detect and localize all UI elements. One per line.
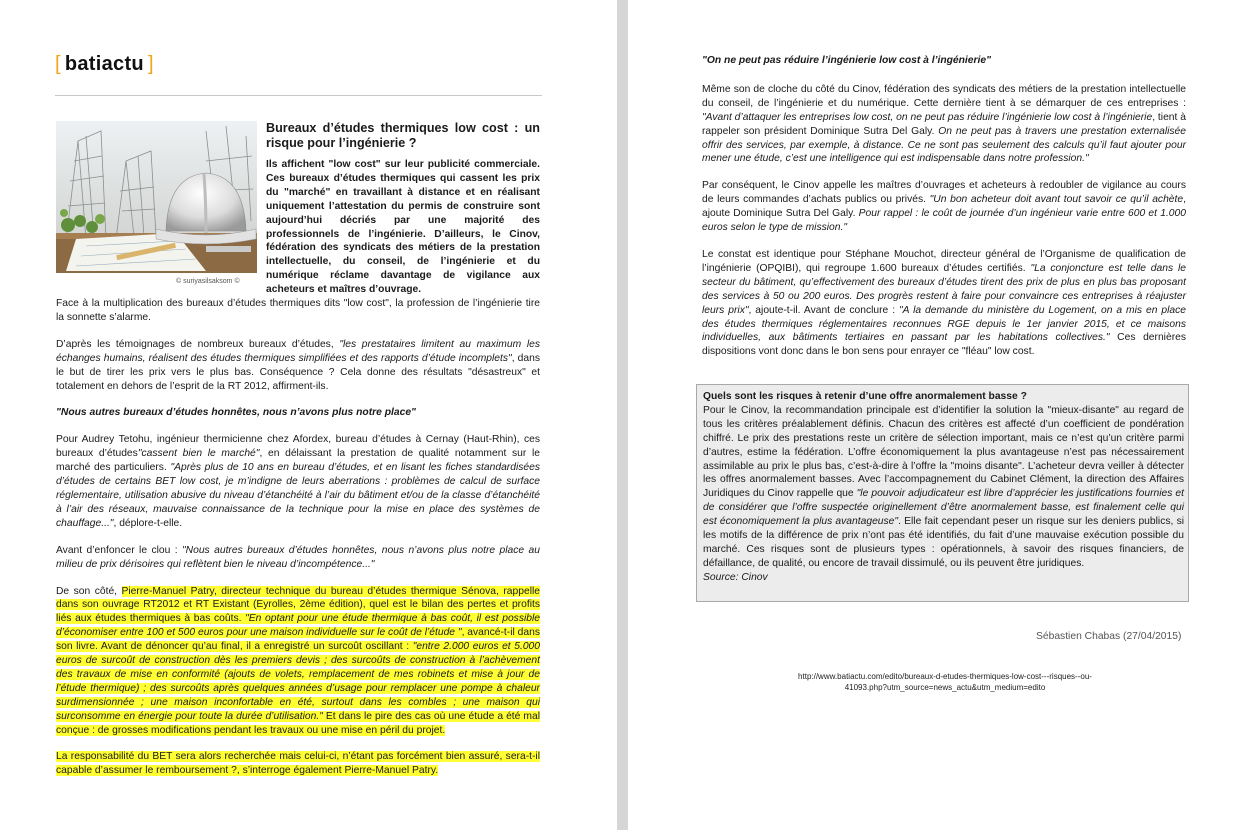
paragraph: Le constat est identique pour Stéphane Mouchot, directeur général de l’Organisme de qualification de l’ingénierie (OPQIBI), qui regroupe 1.600 bureaux d’études certifiés. "La conjoncture est telle dans le secteur du bâtiment, qu’effectivement des bureaux d’études tirent des prix de plus en plus bas proposant des services à 50 ou 200 euros. Des progrès restent à faire pour convaincre ces entreprises à réajuster leurs prix", ajoute-t-il. Avant de conclure : "A la demande du ministère du Logement, on a mis en place des études thermiques réglementaires reconnues RGE depuis le 1er janvier 2015, et ce maisons individuelles, aux bâtiments tertiaires en passant par les habitations collectives." Ces dernières dispositions vont donc dans le bon sens pour enrayer ce "fléau" low cost. [702,248,1187,358]
author-signature: Sébastien Chabas (27/04/2015) [1036,631,1182,642]
highlighted-paragraph: De son côté, Pierre-Manuel Patry, directeur technique du bureau d’études thermique Sénova, rappelle dans son ouvrage RT2012 et RT Existant (Eyrolles, 2ème édition), quel est le bilan des pertes et profits liés aux études thermiques à bas coûts. "En optant pour une étude thermique à bas coût, il est possible d’économiser entre 100 et 500 euros pour une maison individuelle sur le coût de l’étude ", avancé-t-il dans son livre. Avant de dénoncer qu’au final, il a enregistré un surcoût oscillant : "entre 2.000 euros et 5.000 euros de surcoût de construction dès les premiers devis ; des surcoûts de construction à l’achèvement des travaux de mise en conformité (ajouts de volets, remplacement de mes robinets et mise à jour de l’étude thermique) ; des surcoûts après quelques années d’usage pour remplacer une pompe à chaleur surdimensionnée ; une maison inconfortable en été, surtout dans les combles ; une maison qui surconsomme en énergie pour toute la durée d’utilisation." Et dans le pire des cas où une étude a été mal conçue : de grosses modifications pendant les travaux ou une mise en péril du projet. [56,585,541,736]
paragraph: Face à la multiplication des bureaux d’études thermiques dits "low cost", la profession de l’ingénierie tire la sonnette s’alarme. [56,298,540,323]
article-photo [56,121,257,273]
paragraph: Même son de cloche du côté du Cinov, fédération des syndicats des métiers de la prestation intellectuelle du conseil, de l’ingénierie et du numérique. Cette dernière tient à se démarquer de ces entreprises : "Avant d’attaquer les entreprises low cost, on ne peut pas réduire l’ingénierie low cost à l’ingénierie, tient à rappeler son président Dominique Sutra Del Galy. On ne peut pas à travers une prestation externalisée offrir des services, par exemple, à distance. Ce ne sont pas seulement des calculs qu’il faut ajouter pour mener une étude, c’est une intelligence qui est indispensable dans notre profession." [702,83,1186,165]
highlighted-paragraph: La responsabilité du BET sera alors recherchée mais celui-ci, n’étant pas forcément bien assuré, sera-t-il capable d’assumer le remboursement ?, s’interroge également Pierre-Manuel Patry. [56,751,540,777]
section-subhead: "Nous autres bureaux d’études honnêtes, nous n’avons plus notre place" [56,407,416,419]
logo-text: batiactu [64,53,144,75]
right-column-body [702,54,1186,372]
left-column-body [56,297,540,791]
page-gutter [617,0,628,830]
paragraph: Avant d’enfoncer le clou : "Nous autres bureaux d’études honnêtes, nous n’avons plus notre place au milieu de prix dérisoires qui reflètent bien le niveau d’incompétence..." [56,544,540,570]
document-page-left [0,0,617,830]
logo-bracket-open: [ [55,53,61,75]
risk-info-box [696,384,1189,602]
section-subhead: "On ne peut pas réduire l’ingénierie low cost à l’ingénierie" [702,55,991,66]
paragraph: Pour Audrey Tetohu, ingénieur thermicienne chez Afordex, bureau d’études à Cernay (Haut-Rhin), ces bureaux d’études"cassent bien le marché", en délaissant la prestation de qualité notamment sur le marché des particuliers. "Après plus de 10 ans en bureau d’études, et en lisant les fiches standardisées d’études de certains BET low cost, je m’indigne de leurs aberrations : problèmes de calcul de surface réglementaire, utilisation abusive du niveau d’étanchéité à l’air du bâtiment et/ou de la classe d’étanchéité à l’air des réseaux, mauvaise connaissance de la technique pour la mise en place des systèmes de chauffage...", déplore-t-elle. [56,434,541,529]
photo-credit: © suriyasilsaksom © [176,278,240,285]
batiactu-logo [55,53,154,76]
box-source: Source: Cinov [703,571,768,583]
box-body: Pour le Cinov, la recommandation principale est d’identifier la solution la "mieux-disante" au regard de tous les critères préalablement définis. Chacun des critères est affecté d’un coefficient de pondération chiffré. Le prix des prestations reste un critère de sélection important, mais ce n’est qu’un critère parmi d’autres, estime la fédération. L’offre économiquement la plus avantageuse n’est pas nécessairement assimilable au prix le plus bas, c’est-à-dire à l’offre la "moins disante". L’acheteur devra veiller à détecter les offres anormalement basses. Avec l’accompagnement du Cabinet Clément, la direction des Affaires Juridiques du Cinov rappelle que "le pouvoir adjudicateur est libre d’apprécier les justifications fournies et de considérer que l’offre suspectée originellement d’être anormalement basse, est finalement celle qui est économiquement la plus avantageuse". Elle fait cependant peser un risque sur les deniers publics, si les motifs de la différence de prix n’ont pas été identifiés, du fait d’une mauvaise exécution possible du marché. Ces risques sont de plusieurs types : opérationnels, à savoir des risques financiers, de défaillance, de qualité, ou encore de travail dissimulé, ou ils peuvent être juridiques. [703,404,1185,569]
logo-bracket-close: ] [147,53,154,75]
paragraph: Par conséquent, le Cinov appelle les maîtres d’ouvrages et acheteurs à redoubler de vigilance au cours de leurs commandes d’achats publics ou privés. "Un bon acheteur doit avant tout savoir ce qu’il achète, ajoute Dominique Sutra Del Galy. Pour rappel : le coût de journée d’un ingénieur varie entre 600 et 1.000 euros selon le type de mission." [702,180,1186,234]
source-url: http://www.batiactu.com/edito/bureaux-d-etudes-thermiques-low-cost---risques--ou-41093.php?utm_source=news_actu&utm_medium=edito [798,672,1092,692]
article-lead: Ils affichent "low cost" sur leur publicité commerciale. Ces bureaux d’études thermiques qui cassent les prix du "marché" en travaillant à distance et en réalisant uniquement l’attestation du permis de construire sont aujourd’hui décriés par une majorité des professionnels de l’ingénierie. D’ailleurs, le Cinov, fédération des syndicats des métiers de la prestation intellectuelle, du conseil, de l’ingénierie et du numérique réclame davantage de vigilance aux acheteurs et maîtres d’ouvrage. [266,159,540,296]
box-title: Quels sont les risques à retenir d’une offre anormalement basse ? [703,391,1027,402]
article-headline: Bureaux d’études thermiques low cost : un risque pour l’ingénierie ? [266,121,540,150]
paragraph: D’après les témoignages de nombreux bureaux d’études, "les prestataires limitent au maximum les échanges humains, réalisent des études thermiques simplifiées et des rapports d’étude incomplets", dans le but de tirer les prix vers le plus bas. Conséquence ? Cela donne des résultats "désastreux" et totalement en dehors de l’esprit de la RT 2012, affirment-ils. [56,338,540,392]
header-divider [55,95,542,96]
